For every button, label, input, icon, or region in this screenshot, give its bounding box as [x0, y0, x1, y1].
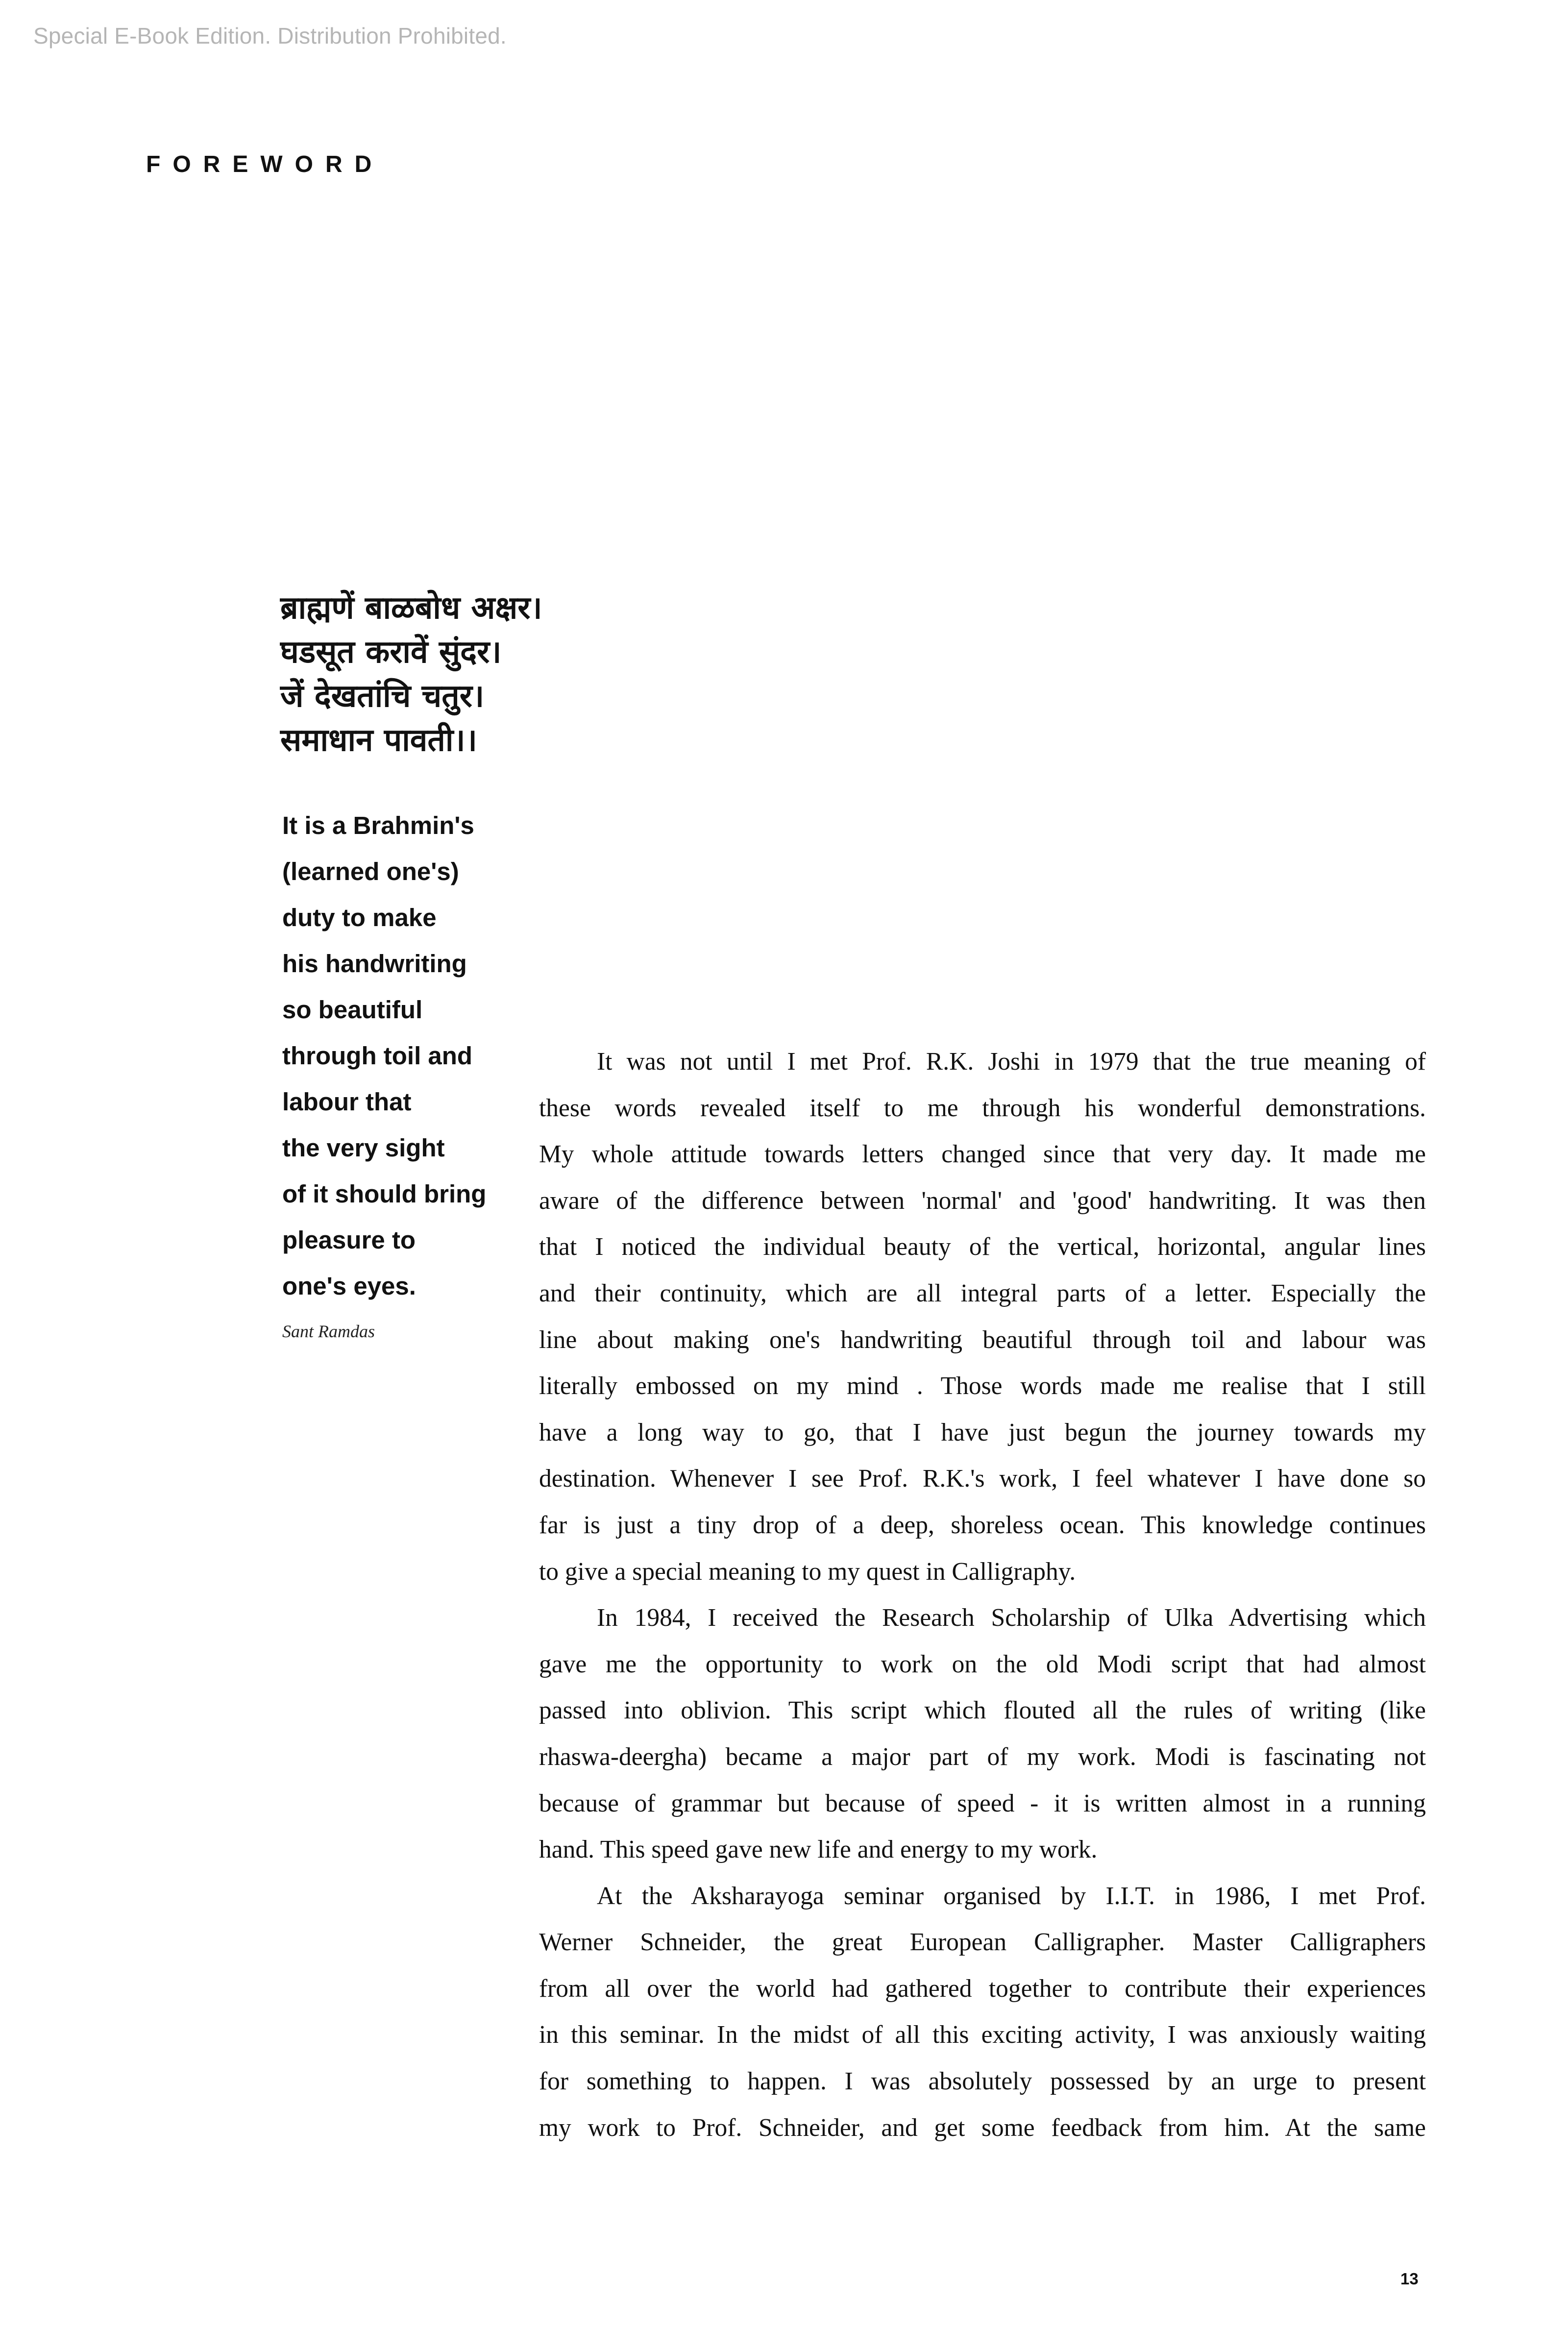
paragraph-1-line: destination. Whenever I see Prof. R.K.'s work, I feel whatever I have done so [539, 1465, 1426, 1493]
paragraph-1-line: have a long way to go, that I have just begun the journey towards my [539, 1418, 1426, 1446]
paragraph-3-line: my work to Prof. Schneider, and get some feedback from him. At the same [539, 2113, 1426, 2142]
paragraph-1-line: It was not until I met Prof. R.K. Joshi in 1979 that the true meaning of [597, 1048, 1426, 1076]
body-text [539, 1039, 1426, 2151]
translation-line: one's eyes. [282, 1272, 416, 1300]
verse-line: जें देखतांचि चतुर। [280, 678, 485, 714]
paragraph-1-line: and their continuity, which are all integral parts of a letter. Especially the [539, 1279, 1426, 1307]
paragraph-2-line: because of grammar but because of speed - it is written almost in a running [539, 1789, 1426, 1817]
translation-line: labour that [282, 1088, 412, 1116]
translation-line: so beautiful [282, 996, 423, 1024]
paragraph-3-line: Werner Schneider, the great European Calligrapher. Master Calligraphers [539, 1928, 1426, 1957]
verse-line: समाधान पावती।। [280, 722, 477, 759]
paragraph-1-line: to give a special meaning to my quest in Calligraphy. [539, 1557, 1076, 1586]
translation-line: It is a Brahmin's [282, 811, 474, 839]
section-heading: FOREWORD [146, 151, 384, 177]
verse-translation [282, 803, 527, 1309]
paragraph-3-line: for something to happen. I was absolutely possessed by an urge to present [539, 2067, 1426, 2096]
paragraph-3-line: At the Aksharayoga seminar organised by I.I.T. in 1986, I met Prof. [597, 1882, 1426, 1910]
marathi-verse [280, 586, 555, 762]
verse-line: घडसूत करावें सुंदर। [280, 634, 502, 670]
verse-attribution: Sant Ramdas [282, 1322, 375, 1341]
paragraph-2-line: hand. This speed gave new life and energy to my work. [539, 1836, 1098, 1864]
paragraph-1-line: literally embossed on my mind . Those words made me realise that I still [539, 1372, 1426, 1400]
paragraph-2-line: In 1984, I received the Research Scholarship of Ulka Advertising which [597, 1604, 1426, 1632]
page-number: 13 [1400, 2270, 1419, 2288]
paragraph-1-line: aware of the difference between 'normal' and 'good' handwriting. It was then [539, 1186, 1426, 1215]
paragraph-1-line: that I noticed the individual beauty of the vertical, horizontal, angular lines [539, 1233, 1426, 1261]
translation-line: pleasure to [282, 1226, 416, 1254]
translation-line: (learned one's) [282, 858, 459, 885]
paragraph-1-line: line about making one's handwriting beautiful through toil and labour was [539, 1325, 1426, 1354]
watermark-text: Special E-Book Edition. Distribution Prohibited. [33, 23, 507, 49]
verse-line: ब्राह्मणें बाळबोध अक्षर। [280, 590, 542, 626]
paragraph-3-line: from all over the world had gathered together to contribute their experiences [539, 1974, 1426, 2003]
paragraph-2-line: gave me the opportunity to work on the old Modi script that had almost [539, 1650, 1426, 1678]
translation-line: duty to make [282, 904, 437, 931]
translation-line: through toil and [282, 1042, 473, 1070]
translation-line: the very sight [282, 1134, 445, 1162]
translation-line: his handwriting [282, 950, 467, 978]
paragraph-1-line: My whole attitude towards letters changed since that very day. It made me [539, 1140, 1426, 1169]
paragraph-2-line: passed into oblivion. This script which flouted all the rules of writing (like [539, 1696, 1426, 1725]
paragraph-1-line: far is just a tiny drop of a deep, shoreless ocean. This knowledge continues [539, 1511, 1426, 1539]
paragraph-1-line: these words revealed itself to me through his wonderful demonstrations. [539, 1094, 1426, 1122]
translation-line: of it should bring [282, 1180, 487, 1208]
paragraph-3-line: in this seminar. In the midst of all this exciting activity, I was anxiously waiting [539, 2021, 1426, 2049]
paragraph-2-line: rhaswa-deergha) became a major part of my work. Modi is fascinating not [539, 1742, 1426, 1771]
